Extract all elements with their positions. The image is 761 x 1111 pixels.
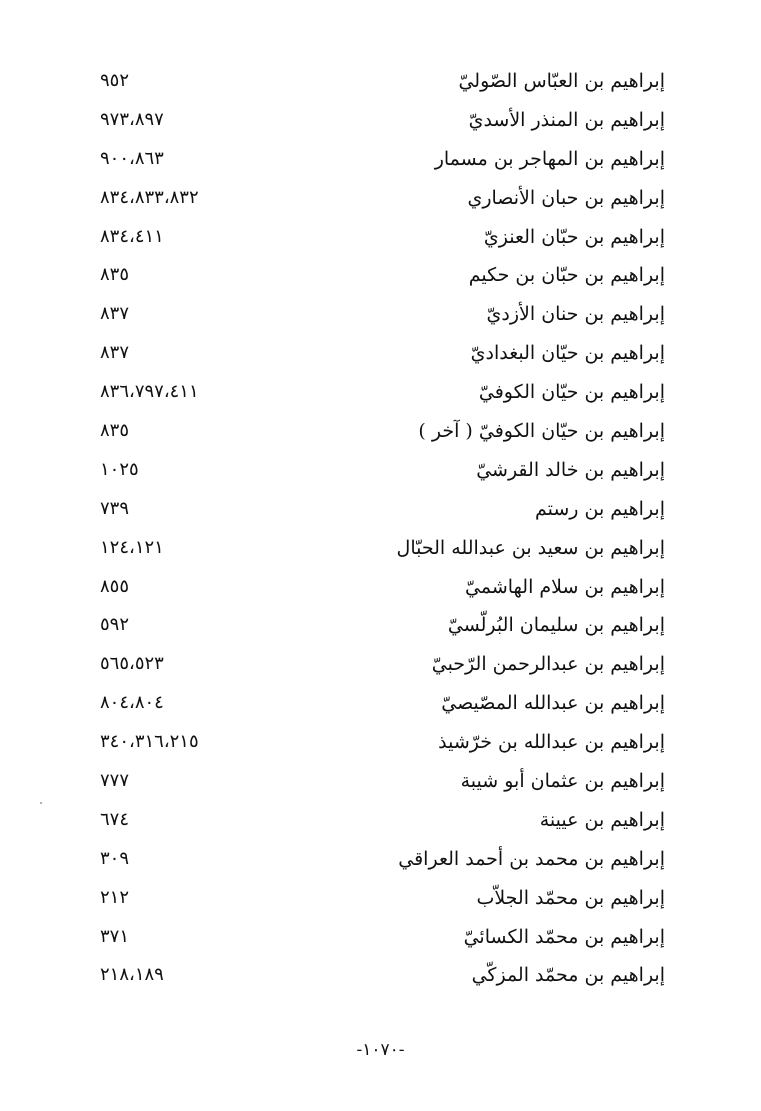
entry-name: إبراهيم بن حنان الأزديّ — [486, 303, 665, 326]
entry-page-refs: ٢١٨،١٨٩ — [100, 964, 164, 986]
entry-page-refs: ٨٣٦،٧٩٧،٤١١ — [100, 381, 199, 403]
index-entry — [0, 956, 761, 995]
entry-name: إبراهيم بن محمّد المزكّي — [471, 964, 665, 987]
page-number: -١٠٧٠- — [356, 1040, 405, 1060]
index-entry — [0, 840, 761, 879]
index-entry — [0, 684, 761, 723]
entry-name: إبراهيم بن رستم — [534, 497, 665, 520]
entry-page-refs: ٥٦٥،٥٢٣ — [100, 653, 164, 675]
index-entry — [0, 879, 761, 918]
entry-page-refs: ٩٠٠،٨٦٣ — [100, 147, 164, 169]
entry-name: إبراهيم بن سليمان البُرلّسيّ — [447, 614, 665, 637]
entry-name: إبراهيم بن سلام الهاشميّ — [465, 575, 665, 598]
entry-name: إبراهيم بن خالد القرشيّ — [476, 458, 665, 481]
entry-name: إبراهيم بن محمّد الكسائيّ — [463, 925, 665, 948]
index-entry — [0, 801, 761, 840]
entry-name: إبراهيم بن حيّان البغداديّ — [470, 342, 665, 365]
index-entry — [0, 412, 761, 451]
index-entry — [0, 529, 761, 568]
entry-page-refs: ٨٥٥ — [100, 575, 130, 597]
index-entry — [0, 334, 761, 373]
entry-page-refs: ١٠٢٥ — [100, 458, 139, 480]
index-entry — [0, 490, 761, 529]
entry-name: إبراهيم بن سعيد بن عبدالله الحبّال — [396, 536, 665, 559]
index-entry — [0, 606, 761, 645]
entry-page-refs: ٨٣٧ — [100, 342, 130, 364]
name-index-list — [0, 62, 761, 995]
entry-name: إبراهيم بن المهاجر بن مسمار — [434, 147, 665, 170]
index-entry — [0, 373, 761, 412]
entry-name: إبراهيم بن المنذر الأسديّ — [468, 108, 665, 131]
entry-page-refs: ٨٠٤،٨٠٤ — [100, 692, 164, 714]
entry-name: إبراهيم بن حبان الأنصاري — [467, 186, 665, 209]
index-entry — [0, 918, 761, 957]
entry-name: إبراهيم بن عثمان أبو شيبة — [460, 770, 665, 793]
entry-name: إبراهيم بن عيينة — [539, 808, 665, 831]
entry-name: إبراهيم بن العبّاس الصّوليّ — [458, 70, 665, 92]
index-entry — [0, 645, 761, 684]
entry-name: إبراهيم بن محمد بن أحمد العراقي — [398, 847, 665, 870]
index-entry — [0, 451, 761, 490]
index-entry — [0, 179, 761, 218]
entry-page-refs: ٣٠٩ — [100, 847, 130, 869]
entry-page-refs: ٧٧٧ — [100, 770, 130, 792]
entry-page-refs: ٢١٢ — [100, 886, 130, 908]
entry-page-refs: ١٢٤،١٢١ — [100, 536, 164, 558]
entry-page-refs: ٦٧٤ — [100, 808, 130, 830]
index-entry — [0, 101, 761, 140]
entry-name: إبراهيم بن حيّان الكوفيّ — [478, 381, 665, 404]
entry-name: إبراهيم بن حيّان الكوفيّ ( آخر ) — [418, 420, 665, 443]
entry-page-refs: ٨٣٥ — [100, 420, 130, 442]
entry-name: إبراهيم بن عبدالرحمن الرّحبيّ — [431, 653, 665, 676]
entry-page-refs: ٨٣٤،٨٣٣،٨٣٢ — [100, 186, 199, 208]
entry-page-refs: ٩٥٢ — [100, 70, 130, 91]
entry-name: إبراهيم بن حبّان بن حكيم — [468, 264, 665, 287]
entry-name: إبراهيم بن محمّد الجلاّب — [476, 886, 665, 909]
entry-page-refs: ٨٣٥ — [100, 264, 130, 286]
index-entry — [0, 140, 761, 179]
entry-page-refs: ٩٧٣،٨٩٧ — [100, 108, 164, 130]
entry-page-refs: ٣٤٠،٣١٦،٢١٥ — [100, 731, 199, 753]
index-entry — [0, 256, 761, 295]
index-entry — [0, 762, 761, 801]
entry-name: إبراهيم بن عبدالله بن خرّشيذ — [438, 731, 665, 754]
index-entry — [0, 295, 761, 334]
entry-page-refs: ٨٣٧ — [100, 303, 130, 325]
index-entry — [0, 62, 761, 101]
index-entry — [0, 218, 761, 257]
entry-page-refs: ٨٣٤،٤١١ — [100, 225, 164, 247]
entry-page-refs: ٧٣٩ — [100, 497, 130, 519]
scan-speck — [40, 802, 42, 804]
entry-name: إبراهيم بن عبدالله المصّيصيّ — [441, 692, 665, 715]
index-entry — [0, 568, 761, 607]
entry-name: إبراهيم بن حبّان العنزيّ — [483, 225, 665, 248]
entry-page-refs: ٥٩٢ — [100, 614, 130, 636]
entry-page-refs: ٣٧١ — [100, 925, 130, 947]
index-entry — [0, 723, 761, 762]
